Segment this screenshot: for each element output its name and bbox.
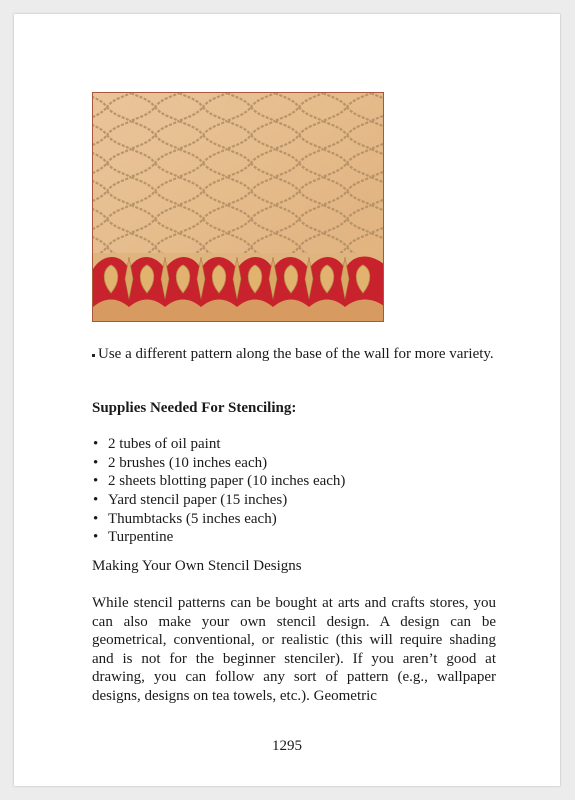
stencil-wall-image bbox=[92, 92, 384, 322]
bullet-icon: • bbox=[93, 473, 99, 490]
list-item bbox=[92, 491, 345, 510]
list-item bbox=[92, 472, 345, 491]
bullet-icon: • bbox=[93, 492, 99, 509]
body-paragraph: While stencil patterns can be bought at arts and crafts stores, you can also make your own stencil design. A design can be geometrical, conventional, or realistic (this will require shading and is not for the beginner stenciler). If you aren’t good at drawing, you can follow any sort of pattern (e.g., wallpaper designs, designs on tea towels, etc.). Geometric bbox=[92, 595, 496, 704]
bullet-icon: • bbox=[93, 436, 99, 452]
bullet-icon: • bbox=[93, 529, 99, 546]
caption-marker-icon bbox=[92, 354, 95, 357]
bullet-icon: • bbox=[93, 454, 99, 471]
bullet-icon: • bbox=[93, 510, 99, 527]
list-item-text: Thumbtacks (5 inches each) bbox=[108, 510, 277, 527]
page-number: 1295 bbox=[272, 738, 302, 754]
list-item bbox=[92, 510, 345, 529]
list-item-text: Turpentine bbox=[108, 529, 174, 546]
image-caption bbox=[92, 345, 496, 364]
list-item-text: 2 sheets blotting paper (10 inches each) bbox=[108, 473, 346, 490]
caption-text: Use a different pattern along the base of the wall for more variety. bbox=[98, 346, 494, 362]
list-item-text: 2 tubes of oil paint bbox=[108, 436, 221, 452]
list-item-text: 2 brushes (10 inches each) bbox=[108, 454, 268, 471]
document-page bbox=[14, 14, 560, 786]
floral-border bbox=[93, 256, 384, 322]
list-item bbox=[92, 435, 345, 454]
list-item bbox=[92, 528, 345, 547]
supplies-list bbox=[92, 435, 345, 547]
section-title: Making Your Own Stencil Designs bbox=[92, 558, 302, 574]
list-item bbox=[92, 454, 345, 473]
supplies-heading: Supplies Needed For Stenciling: bbox=[92, 400, 297, 416]
stencil-wall-illustration bbox=[93, 93, 384, 322]
list-item-text: Yard stencil paper (15 inches) bbox=[108, 492, 288, 509]
